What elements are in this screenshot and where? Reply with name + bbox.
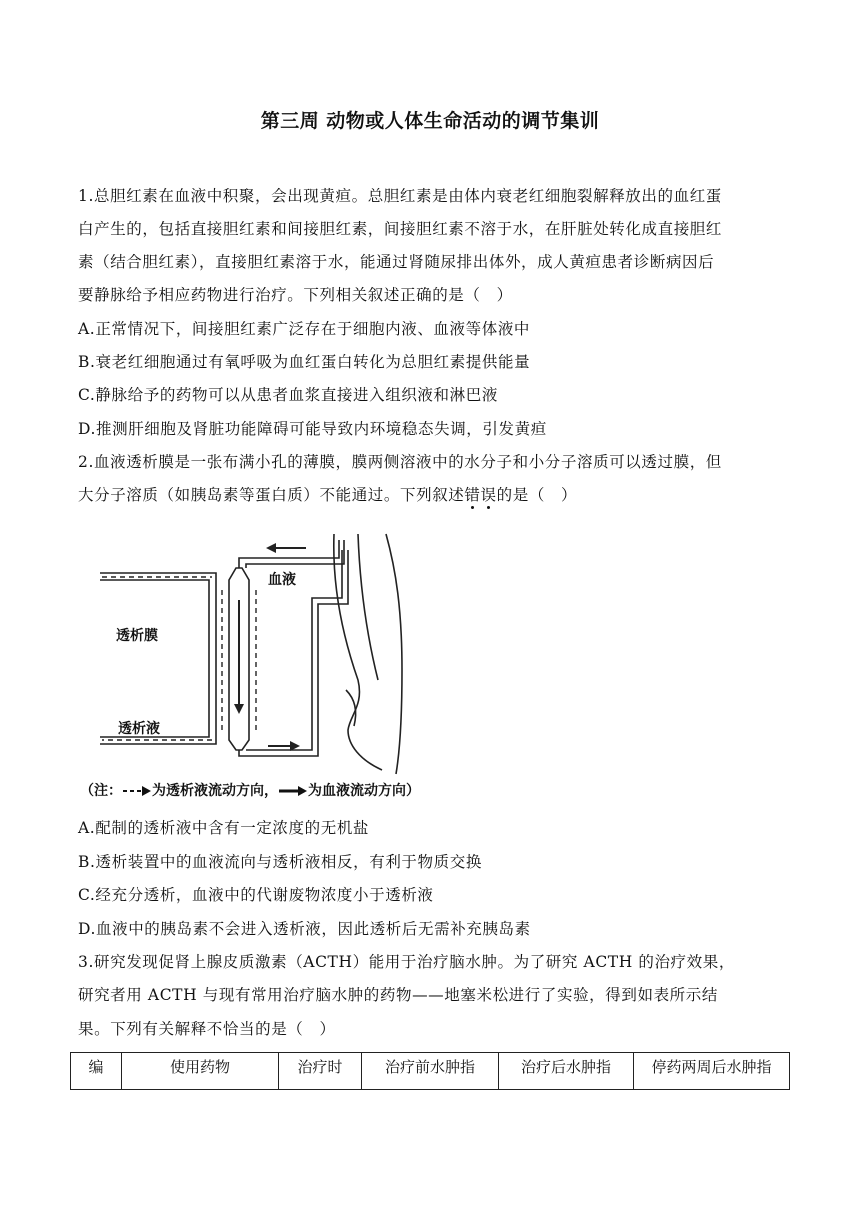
q2-option-d: D.血液中的胰岛素不会进入透析液，因此透析后无需补充胰岛素: [78, 920, 531, 938]
q1-option-c: C.静脉给予的药物可以从患者血浆直接进入组织液和淋巴液: [78, 386, 498, 404]
q2-stem-pre: 大分子溶质（如胰岛素等蛋白质）不能通过。下列叙述: [78, 486, 465, 504]
q1-stem-line: 1.总胆红素在血液中积聚，会出现黄疸。总胆红素是由体内衰老红细胞裂解释放出的血红蛋: [78, 187, 722, 205]
q1-option-a: A.正常情况下，间接胆红素广泛存在于细胞内液、血液等体液中: [78, 320, 531, 338]
table-header-cell: 治疗前水肿指: [362, 1053, 499, 1090]
q1-stem-line: 白产生的，包括直接胆红素和间接胆红素，间接胆红素不溶于水，在肝脏处转化成直接胆红: [78, 220, 723, 238]
q2-option-b: B.透析装置中的血液流向与透析液相反，有利于物质交换: [78, 853, 482, 871]
q2-option-a: A.配制的透析液中含有一定浓度的无机盐: [78, 819, 370, 837]
table-header-row: [71, 1053, 790, 1090]
q1-stem-line: 素（结合胆红素），直接胆红素溶于水，能通过肾随尿排出体外，成人黄疸患者诊断病因后: [78, 253, 715, 271]
label-blood: 血液: [268, 572, 296, 588]
dialysate-pipe-inner: [100, 580, 209, 737]
dialysis-diagram: [96, 530, 426, 780]
note-post: 为血液流动方向）: [308, 783, 420, 799]
label-dialysate: 透析液: [118, 721, 160, 737]
q3-stem-line: 研究者用 ACTH 与现有常用治疗脑水肿的药物——地塞米松进行了实验，得到如表所示结: [78, 986, 718, 1004]
q1-option-b: B.衰老红细胞通过有氧呼吸为血红蛋白转化为总胆红素提供能量: [78, 353, 531, 371]
arm-outline: [334, 534, 382, 770]
table-header-cell: 治疗后水肿指: [499, 1053, 634, 1090]
q2-option-c: C.经充分透析，血液中的代谢废物浓度小于透析液: [78, 886, 434, 904]
q1-stem-line: 要静脉给予相应药物进行治疗。下列相关叙述正确的是（ ）: [78, 286, 513, 304]
note-mid: 为透析液流动方向，: [152, 783, 278, 799]
table-header-cell: 治疗时: [279, 1053, 362, 1090]
page-title: 第三周 动物或人体生命活动的调节集训: [260, 110, 600, 132]
q3-stem-line: 3.研究发现促肾上腺皮质激素（ACTH）能用于治疗脑水肿。为了研究 ACTH 的治疗效果，: [78, 953, 735, 971]
table-header-cell: 编: [71, 1053, 122, 1090]
dashed-arrow-icon: [122, 785, 152, 797]
solid-arrow-icon: [278, 785, 308, 797]
label-membrane: 透析膜: [116, 628, 158, 644]
results-table: [70, 1052, 790, 1090]
q2-stem-post: 的是（ ）: [496, 486, 578, 504]
q3-stem-line: 果。下列有关解释不恰当的是（ ）: [78, 1020, 336, 1038]
emphasis-char: 错: [464, 486, 481, 504]
q2-stem-line: 2.血液透析膜是一张布满小孔的薄膜，膜两侧溶液中的水分子和小分子溶质可以透过膜，但: [78, 453, 722, 471]
note-pre: （注：: [80, 783, 122, 799]
emphasis-char: 误: [480, 486, 497, 504]
q1-option-d: D.推测肝细胞及肾脏功能障碍可能导致内环境稳态失调，引发黄疸: [78, 420, 547, 438]
dialysate-pipe-outer: [100, 573, 216, 744]
figure-note: [80, 780, 420, 800]
q2-stem-line: [78, 484, 798, 506]
table-header-cell: 使用药物: [122, 1053, 279, 1090]
table-header-cell: 停药两周后水肿指: [634, 1053, 790, 1090]
dialysis-svg: [96, 530, 426, 780]
